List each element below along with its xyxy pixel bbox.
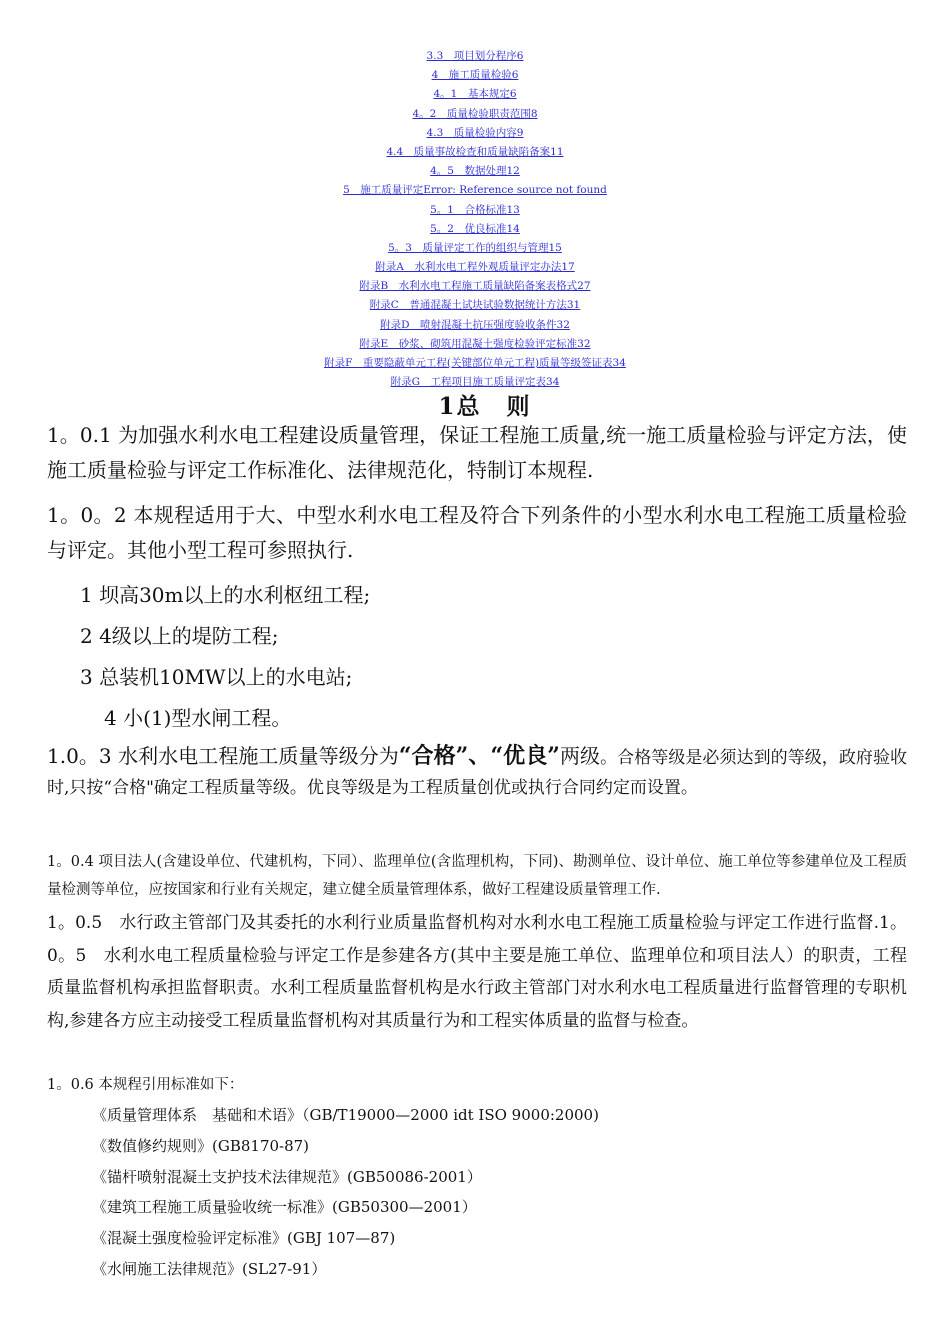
clause-1-0-3-rest: 。合格等级是必须达到的等级，政府验收时,只按“合格"确定工程质量等级。优良等级是为工程质量创优或执行合同约定而设置。 bbox=[47, 748, 908, 798]
scope-item-3: 3 总装机10MW以上的水电站; bbox=[80, 665, 353, 689]
scope-item-4: 4 小(1)型水闸工程。 bbox=[104, 706, 292, 730]
grade-separator: 、 bbox=[468, 743, 491, 769]
toc-link[interactable]: 4.4 质量事故检查和质量缺陷备案11 bbox=[386, 145, 564, 158]
toc-link[interactable]: 3.3 项目划分程序6 bbox=[426, 50, 524, 62]
reference-standard: 《锚杆喷射混凝土支护技术法律规范》(GB50086-2001） bbox=[92, 1168, 482, 1186]
chapter-heading: 1总 则 bbox=[438, 393, 532, 420]
reference-standard: 《水闸施工法律规范》(SL27-91） bbox=[92, 1260, 327, 1278]
clause-1-0-2: 1。0。2 本规程适用于大、中型水利水电工程及符合下列条件的小型水利水电工程施工质量检验与评定。其他小型工程可参照执行. bbox=[47, 503, 907, 562]
reference-standard: 《混凝土强度检验评定标准》(GBJ 107—87) bbox=[92, 1229, 396, 1247]
clause-1-0-3 bbox=[47, 741, 907, 803]
toc-link[interactable]: 附录F 重要隐蔽单元工程(关键部位单元工程)质量等级签证表34 bbox=[324, 357, 626, 369]
toc-link[interactable]: 4。5 数据处理12 bbox=[430, 165, 520, 178]
toc-link[interactable]: 附录D 喷射混凝土抗压强度验收条件32 bbox=[380, 318, 570, 331]
toc-link[interactable]: 4。2 质量检验职责范围8 bbox=[412, 107, 538, 120]
reference-standard: 《建筑工程施工质量验收统一标准》(GB50300—2001） bbox=[92, 1198, 477, 1216]
toc-link[interactable]: 5。1 合格标准13 bbox=[430, 203, 520, 216]
clause-1-0-1: 1。0.1 为加强水利水电工程建设质量管理，保证工程施工质量,统一施工质量检验与评定方法，使施工质量检验与评定工作标准化、法律规范化，特制订本规程. bbox=[47, 423, 907, 482]
toc-link[interactable]: 附录G 工程项目施工质量评定表34 bbox=[390, 376, 560, 389]
clause-1-0-3-mid: 两级 bbox=[559, 744, 601, 768]
clause-1-0-6: 1。0.6 本规程引用标准如下： bbox=[47, 1077, 244, 1093]
grade-qualified: “合格” bbox=[398, 743, 469, 769]
toc-link[interactable]: 5。2 优良标准14 bbox=[430, 222, 520, 235]
toc-link[interactable]: 附录B 水利水电工程施工质量缺陷备案表格式27 bbox=[359, 280, 591, 293]
table-of-contents bbox=[0, 47, 950, 392]
toc-link[interactable]: 4。1 基本规定6 bbox=[433, 88, 517, 101]
clause-1-0-4: 1。0.4 项目法人(含建设单位、代建机构，下同）、监理单位(含监理机构，下同)、勘测单位、设计单位、施工单位等参建单位及工程质量检测等单位，应按国家和行业有关规定，建立健全质量管理体系，做好工程建设质量管理工作. bbox=[47, 854, 907, 898]
reference-standard: 《数值修约规则》(GB8170-87) bbox=[92, 1137, 310, 1155]
scope-item-2: 2 4级以上的堤防工程; bbox=[80, 624, 279, 648]
toc-link[interactable]: 附录E 砂浆、砌筑用混凝土强度检验评定标准32 bbox=[359, 337, 591, 350]
toc-link[interactable]: 4.3 质量检验内容9 bbox=[426, 126, 524, 139]
grade-excellent: “优良” bbox=[490, 743, 560, 769]
toc-link[interactable]: 附录C 普通混凝土试块试验数据统计方法31 bbox=[369, 299, 581, 312]
toc-link[interactable]: 5 施工质量评定Error: Reference source not found bbox=[343, 184, 607, 197]
clause-1-0-5: 1。0.5 水行政主管部门及其委托的水利行业质量监督机构对水利水电工程施工质量检验与评定工作进行监督.1。0。5 水利水电工程质量检验与评定工作是参建各方(其中主要是施工单位、监理单位和项目法人）的职责，工程质量监督机构承担监督职责。水利工程质量监督机构是水行政主管部门对水利水电工程质量进行监督管理的专职机构,参建各方应主动接受工程质量监督机构对其质量行为和工程实体质量的监督与检查。 bbox=[47, 913, 907, 1031]
toc-link[interactable]: 5。3 质量评定工作的组织与管理15 bbox=[388, 241, 562, 254]
reference-standard: 《质量管理体系 基础和术语》（GB/T19000—2000 idt ISO 9000:2000) bbox=[92, 1106, 599, 1124]
toc-link[interactable]: 4 施工质量检验6 bbox=[431, 69, 519, 82]
toc-link[interactable]: 附录A 水利水电工程外观质量评定办法17 bbox=[375, 261, 575, 274]
clause-1-0-3-prefix: 1.0。3 水利水电工程施工质量等级分为 bbox=[47, 744, 399, 768]
scope-item-1: 1 坝高30m以上的水利枢纽工程; bbox=[80, 583, 371, 607]
